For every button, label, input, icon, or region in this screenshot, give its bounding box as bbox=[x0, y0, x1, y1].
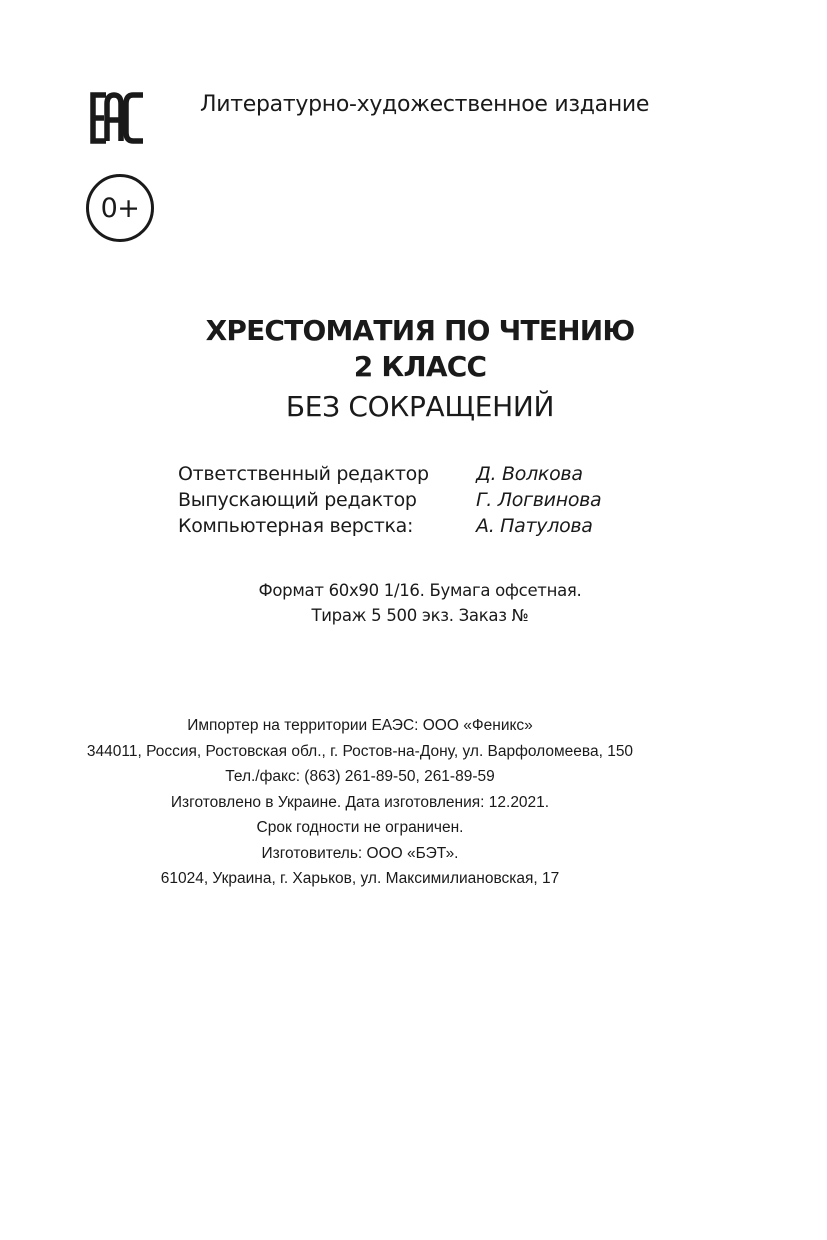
credit-name: Г. Логвинова bbox=[476, 489, 602, 511]
print-run-line: Тираж 5 500 экз. Заказ № bbox=[311, 606, 529, 625]
importer-line: Импортер на территории ЕАЭС: ООО «Феникс» bbox=[187, 717, 533, 734]
credit-role: Выпускающий редактор bbox=[178, 489, 417, 511]
credits bbox=[178, 461, 618, 539]
shelf-life-line: Срок годности не ограничен. bbox=[256, 819, 464, 836]
credit-row bbox=[178, 513, 618, 539]
eac-logo bbox=[90, 92, 146, 144]
manufacturer-address-line: 61024, Украина, г. Харьков, ул. Максимилиановская, 17 bbox=[160, 870, 560, 887]
edition-type: Литературно-художественное издание bbox=[200, 92, 650, 117]
phone-line: Тел./факс: (863) 261-89-50, 261-89-59 bbox=[225, 768, 495, 785]
manufacturer-line: Изготовитель: ООО «БЭТ». bbox=[261, 844, 459, 862]
credit-row bbox=[178, 487, 618, 513]
importer-address-line: 344011, Россия, Ростовская обл., г. Ростов-на-Дону, ул. Варфоломеева, 150 bbox=[86, 742, 634, 760]
format-line: Формат 60x90 1/16. Бумага офсетная. bbox=[258, 581, 582, 600]
credit-row bbox=[178, 461, 618, 487]
credit-role: Ответственный редактор bbox=[178, 463, 429, 485]
book-title: ХРЕСТОМАТИЯ ПО ЧТЕНИЮ bbox=[205, 314, 635, 347]
manufacturer-info bbox=[0, 713, 720, 892]
book-subtitle: БЕЗ СОКРАЩЕНИЙ bbox=[285, 390, 555, 423]
print-specs bbox=[0, 578, 827, 628]
credit-role: Компьютерная верстка: bbox=[178, 515, 414, 537]
book-grade: 2 КЛАСС bbox=[353, 350, 487, 383]
credit-name: Д. Волкова bbox=[476, 463, 583, 485]
made-in-line: Изготовлено в Украине. Дата изготовления: 12.2021. bbox=[170, 793, 550, 811]
age-rating-badge: 0+ bbox=[86, 174, 154, 242]
credit-name: А. Патулова bbox=[476, 515, 593, 537]
